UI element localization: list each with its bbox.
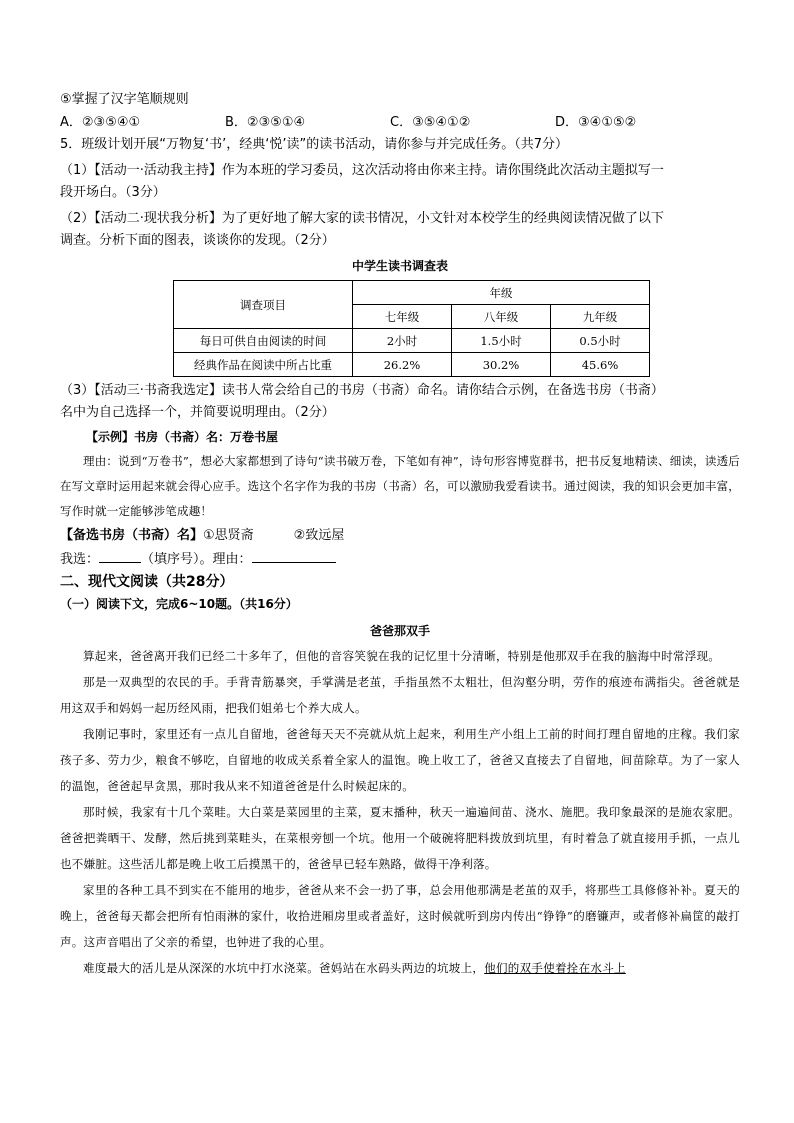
- q5-part1-line2: 段开场白。（3分）: [60, 185, 166, 200]
- story-body: [60, 643, 740, 981]
- story-last-text: 难度最大的活儿是从深深的水坑中打水浇菜。爸妈站在水码头两边的坑坡上，: [83, 961, 485, 975]
- story-paragraph: 算起来，爸爸离开我们已经二十多年了，但他的音容笑貌在我的记忆里十分清晰，特别是他那双手在我的脑海中时常浮现。: [83, 649, 721, 663]
- survey-table: [173, 280, 650, 377]
- section2-subheading: （一）阅读下文，完成6~10题。（共16分）: [60, 597, 298, 611]
- q5-stem: 5．班级计划开展“万物复‘书’，经典‘悦’读”的读书活动，请你参与并完成任务。（共7分）: [60, 137, 569, 152]
- q5-part2-line1: （2）【活动二·现状我分析】为了更好地了解大家的读书情况，小文针对本校学生的经典阅读情况做了以下: [60, 211, 664, 226]
- story-paragraph: 那时候，我家有十几个菜畦。大白菜是菜园里的主菜，夏末播种，秋天一遍遍间苗、浇水、施肥。我印象最深的是施农家肥。爸爸把粪晒干、发酵，然后挑到菜畦头，在菜根旁刨一个坑。他用一个破碗将肥料拨放到坑里，有时着急了就直接用手抓，一点儿也不嫌脏。这些活儿都是晚上收工后摸黑干的，爸爸早已轻车熟路，做得干净利落。: [60, 805, 740, 871]
- reason-blank[interactable]: [252, 550, 336, 563]
- q5-part3-line2: 名中为自己选择一个，并简要说明理由。（2分）: [60, 405, 335, 420]
- q5-part2-line2: 调查。分析下面的图表，谈谈你的发现。（2分）: [60, 233, 335, 248]
- table-row-label: 每日可供自由阅读的时间: [174, 329, 353, 353]
- example-label: 【示例】书房（书斋）名：万卷书屋: [86, 430, 279, 444]
- candidate-names: [60, 526, 740, 545]
- story-title: 爸爸那双手: [369, 624, 430, 638]
- table-cell: 30.2%: [452, 353, 551, 377]
- choice-prompt: 我选：: [60, 552, 100, 567]
- q5-part3-line1: （3）【活动三·书斋我选定】读书人常会给自己的书房（书斋）命名。请你结合示例，在备选书房（书斋）: [60, 383, 664, 398]
- q4-option-c: C．③⑤④①②: [390, 115, 471, 130]
- q5-part1-line1: （1）【活动一·活动我主持】作为本班的学习委员，这次活动将由你来主持。请你围绕此次活动主题拟写一: [60, 163, 664, 178]
- example-reason: 理由：说到“万卷书”，想必大家都想到了诗句“读书破万卷，下笔如有神”，诗句形容博览群书，把书反复地精读、细读，读透后在写文章时运用起来就会得心应手。选这个名字作为我的书房（书斋）名，可以激励我爱看读书。通过阅读，我的知识会更加丰富，写作时就一定能够涉笔成趣！: [60, 454, 740, 518]
- table-grade-9: 九年级: [551, 305, 650, 329]
- q4-option-a: A．②③⑤④①: [60, 115, 141, 130]
- exam-page: [60, 88, 740, 981]
- table-cell: 1.5小时: [452, 329, 551, 353]
- story-paragraph: 家里的各种工具不到实在不能用的地步，爸爸从来不会一扔了事，总会用他那满是老茧的双手，将那些工具修修补补。夏天的晚上，爸爸每天都会把所有怕雨淋的家什，收拾进厢房里或者盖好，这时候就听到房内传出“铮铮”的磨镰声，或者修补扁筐的敲打声。这声音唱出了父亲的希望，也钟进了我的心里。: [60, 883, 740, 949]
- section2-heading: 二、现代文阅读（共28分）: [60, 574, 234, 590]
- q4-option-d: D．③④①⑤②: [555, 115, 637, 130]
- table-grade-7: 七年级: [353, 305, 452, 329]
- table-header-grade: 年级: [353, 281, 650, 305]
- rule-item-5: ⑤掌握了汉字笔顺规则: [60, 92, 189, 107]
- story-paragraph: 那是一双典型的农民的手。手背青筋暴突，手掌满是老茧，手指虽然不太粗壮，但沟壑分明，劳作的痕迹布满指尖。爸爸就是用这双手和妈妈一起历经风雨，把我们姐弟七个养大成人。: [60, 675, 740, 715]
- choice-line: [60, 550, 740, 569]
- table-cell: 45.6%: [551, 353, 650, 377]
- story-underlined-text: 他们的双手使着拴在水斗上: [484, 961, 626, 975]
- reason-prompt: （填序号）。理由：: [141, 552, 252, 567]
- table-cell: 0.5小时: [551, 329, 650, 353]
- choice-blank[interactable]: [99, 550, 141, 563]
- candidate-label: 【备选书房（书斋）名】: [60, 528, 204, 543]
- table-row: [174, 329, 650, 353]
- candidate-option-1: ①思贤斋: [203, 528, 254, 543]
- story-paragraph: 我刚记事时，家里还有一点儿自留地，爸爸每天天不亮就从炕上起来，利用生产小组上工前的时间打理自留地的庄稼。我们家孩子多、劳力少，粮食不够吃，自留地的收成关系着全家人的温饱。晚上收工了，爸爸又直接去了自留地，间苗除草。为了一家人的温饱，爸爸起早贪黑，那时我从来不知道爸爸是什么时候起床的。: [60, 727, 740, 793]
- table-cell: 2小时: [353, 329, 452, 353]
- story-paragraph-last: [60, 955, 740, 981]
- q4-options: [60, 113, 740, 132]
- table-row: [174, 353, 650, 377]
- table-grade-8: 八年级: [452, 305, 551, 329]
- candidate-option-2: ②致远屋: [293, 528, 345, 543]
- q4-option-b: B．②③⑤①④: [225, 115, 306, 130]
- table-row-label: 经典作品在阅读中所占比重: [174, 353, 353, 377]
- table-cell: 26.2%: [353, 353, 452, 377]
- table-title: 中学生读书调查表: [351, 259, 448, 273]
- table-header-item: 调查项目: [174, 281, 353, 329]
